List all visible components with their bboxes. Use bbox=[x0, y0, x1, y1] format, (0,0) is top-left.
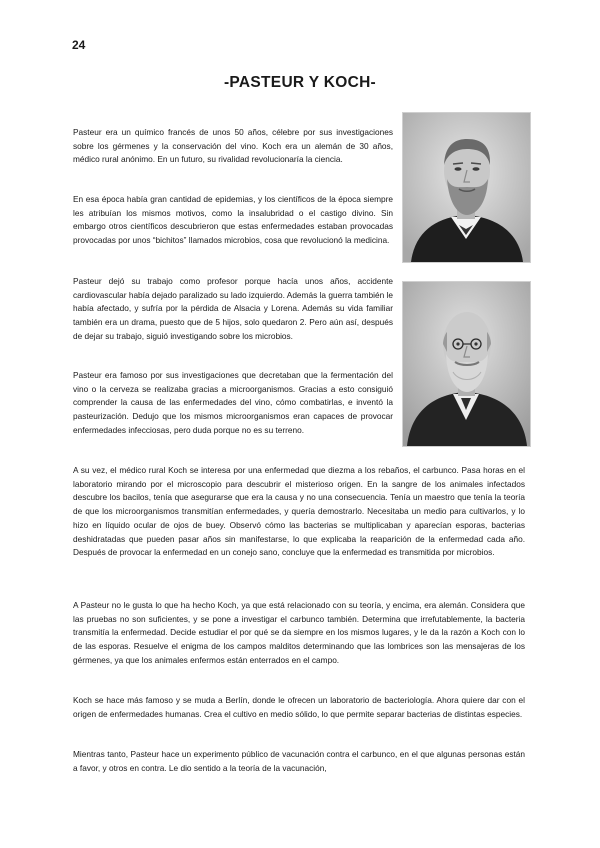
paragraph-rivalry: A Pasteur no le gusta lo que ha hecho Koch, ya que está relacionado con su teoría, y encima, era alemán. Considera que las pruebas no son suficientes, y se pone a investigar el carbunco también. Determina que irrefutablemente, la bacteria transmitía la enfermedad. Decide estudiar el por qué se da siempre en los mismos lugares, y le da la razón a Koch con lo de las esporas. Resuelve el enigma de los campos malditos determinando que las lombrices son las mensajeras de los gérmenes, ya que los animales enfermos están enterrados en el campo. bbox=[73, 600, 525, 665]
paragraph-pasteur-fame: Pasteur era famoso por sus investigaciones que decretaban que la fermentación del vino o la cerveza se realizaba gracias a microorganismos. Gracias a esto consiguió comprender la causa de las enfermedades del vino, cómo combatirlas, e inventó la pasteurización. Dedujo que los mismos microorganismos eran capaces de provocar enfermedades infecciosas, pero duda porque no es su terreno. bbox=[73, 370, 393, 435]
paragraph-koch-research: A su vez, el médico rural Koch se interesa por una enfermedad que diezma a los rebaños, el carbunco. Pasa horas en el laboratorio mirando por el microscopio para descubrir el misterioso origen. En la sangre de los animales infectados descubre los bacilos, tenía que asegurarse que era la causa y no una consecuencia. Tenía un maestro que tenía la teoría de que los microorganismos transmitían enfermedades, y quería demostrarlo. Necesitaba un medio para cultivarlos, y lo hizo en líquido ocular de ojos de buey. Observó cómo las bacterias se multiplicaban y aparecían esporas, bacterias deshidratadas que pueden pasar años sin manifestarse, lo que explicaba la reaparición de la enfermedad cada año. Después de provocar la enfermedad en un conejo sano, concluye que la enfermedad es transmitida por microbios. bbox=[73, 465, 525, 558]
paragraph-vaccination: Mientras tanto, Pasteur hace un experimento público de vacunación contra el carbunco, en el que algunas personas están a favor, y otros en contra. Le dio sentido a la teoría de la vacunación, bbox=[73, 749, 525, 773]
paragraph-pasteur-life: Pasteur dejó su trabajo como profesor porque hacía unos años, accidente cardiovascular había dejado paralizado su lado izquierdo. Además la guerra también le había afectado, y sufría por la pérdida de Alsacia y Lorena. Además su vida familiar también era un drama, puesto que de 5 hijos, solo quedaron 2. Pero aún así, después de dejar su trabajo, siguió investigando sobre los microbios. bbox=[73, 276, 393, 341]
paragraph-epidemics: En esa época había gran cantidad de epidemias, y los científicos de la época siempre les atribuían los mismos motivos, como la insalubridad o el castigo divino. Sin embargo otros científicos descubrieron que estas enfermedades estaban provocadas provocadas por unos “bichitos” llamados microbios, cosa que revolucionó la medicina. bbox=[73, 194, 393, 246]
paragraph-koch-berlin: Koch se hace más famoso y se muda a Berlín, donde le ofrecen un laboratorio de bacteriología. Ahora quiere dar con el origen de enfermedades humanas. Crea el cultivo en medio sólido, lo que permite separar bacterias de distintas especies. bbox=[73, 695, 525, 719]
page-title: -PASTEUR Y KOCH- bbox=[223, 74, 377, 91]
paragraph-intro: Pasteur era un químico francés de unos 50 años, célebre por sus investigaciones sobre los gérmenes y la conservación del vino. Koch era un alemán de 30 años, médico rural anónimo. En un futuro, su rivalidad revolucionaría la ciencia. bbox=[73, 127, 393, 165]
koch-portrait bbox=[402, 281, 531, 447]
pasteur-portrait bbox=[402, 112, 531, 263]
page-number: 24 bbox=[72, 38, 86, 52]
